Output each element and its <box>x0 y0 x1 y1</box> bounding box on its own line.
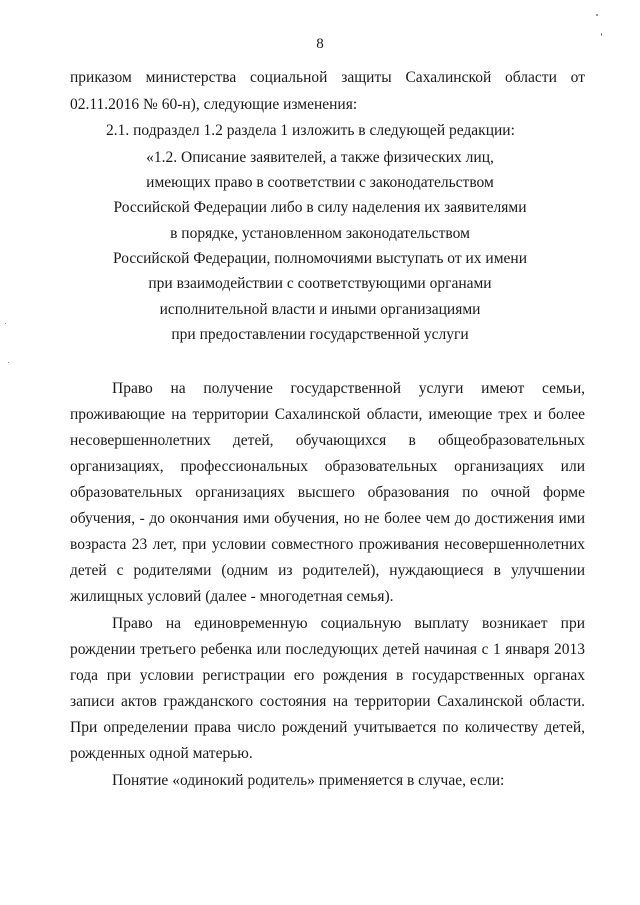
text-line: 02.11.2016 № 60-н), следующие изменения: <box>70 96 358 113</box>
text-line: приказом министерства социальной защиты Сахалинской области от <box>70 69 585 86</box>
text-line: при взаимодействии с соответствующими органами <box>148 275 492 292</box>
text-line: при предоставлении государственной услуги <box>171 326 469 343</box>
text-line: При определении права число рождений учитывается по количеству детей, <box>70 719 585 736</box>
text-line: «1.2. Описание заявителей, а также физических лиц, <box>146 149 494 166</box>
text-line: возраста 23 лет, при условии совместного проживания несовершеннолетних <box>70 536 585 553</box>
text-line: жилищных условий (далее - многодетная семья). <box>70 588 394 605</box>
text-line: Понятие «одинокий родитель» применяется в случае, если: <box>112 772 505 789</box>
text-line: записи актов гражданского состояния на территории Сахалинской области. <box>70 693 585 710</box>
text-line: Российской Федерации, полномочиями выступать от их имени <box>112 250 527 267</box>
text-line: в порядке, установленном законодательством <box>170 225 470 242</box>
scan-speck <box>601 33 602 36</box>
text-line: организациях, профессиональных образовательных организациях или <box>70 458 585 475</box>
text-line: Право на получение государственной услуги имеют семьи, <box>112 380 585 397</box>
scan-speck <box>8 362 9 363</box>
text-line: Российской Федерации либо в силу наделения их заявителями <box>113 199 527 216</box>
text-line: года при условии регистрации его рождения в государственных органах <box>70 667 585 684</box>
text-line: имеющих право в соответствии с законодательством <box>146 174 494 191</box>
text-line: детей с родителями (одним из родителей), нуждающиеся в улучшении <box>70 562 585 579</box>
text-line: обучения, - до окончания ими обучения, но не более чем до достижения ими <box>70 510 585 527</box>
scan-speck <box>5 323 6 324</box>
text-line: Право на единовременную социальную выплату возникает при <box>112 615 585 632</box>
text-line: 2.1. подраздел 1.2 раздела 1 изложить в следующей редакции: <box>106 122 515 139</box>
text-line: рождении третьего ребенка или последующих детей начиная с 1 января 2013 <box>70 641 585 658</box>
text-line: проживающие на территории Сахалинской области, имеющие трех и более <box>70 406 585 423</box>
scan-speck <box>596 14 598 16</box>
text-line: несовершеннолетних детей, обучающихся в общеобразовательных <box>70 432 585 449</box>
page-number: 8 <box>316 36 324 52</box>
text-line: исполнительной власти и иными организациями <box>159 301 481 318</box>
text-line: образовательных организациях высшего образования по очной форме <box>70 484 585 501</box>
text-line: рожденных одной матерью. <box>70 745 253 762</box>
